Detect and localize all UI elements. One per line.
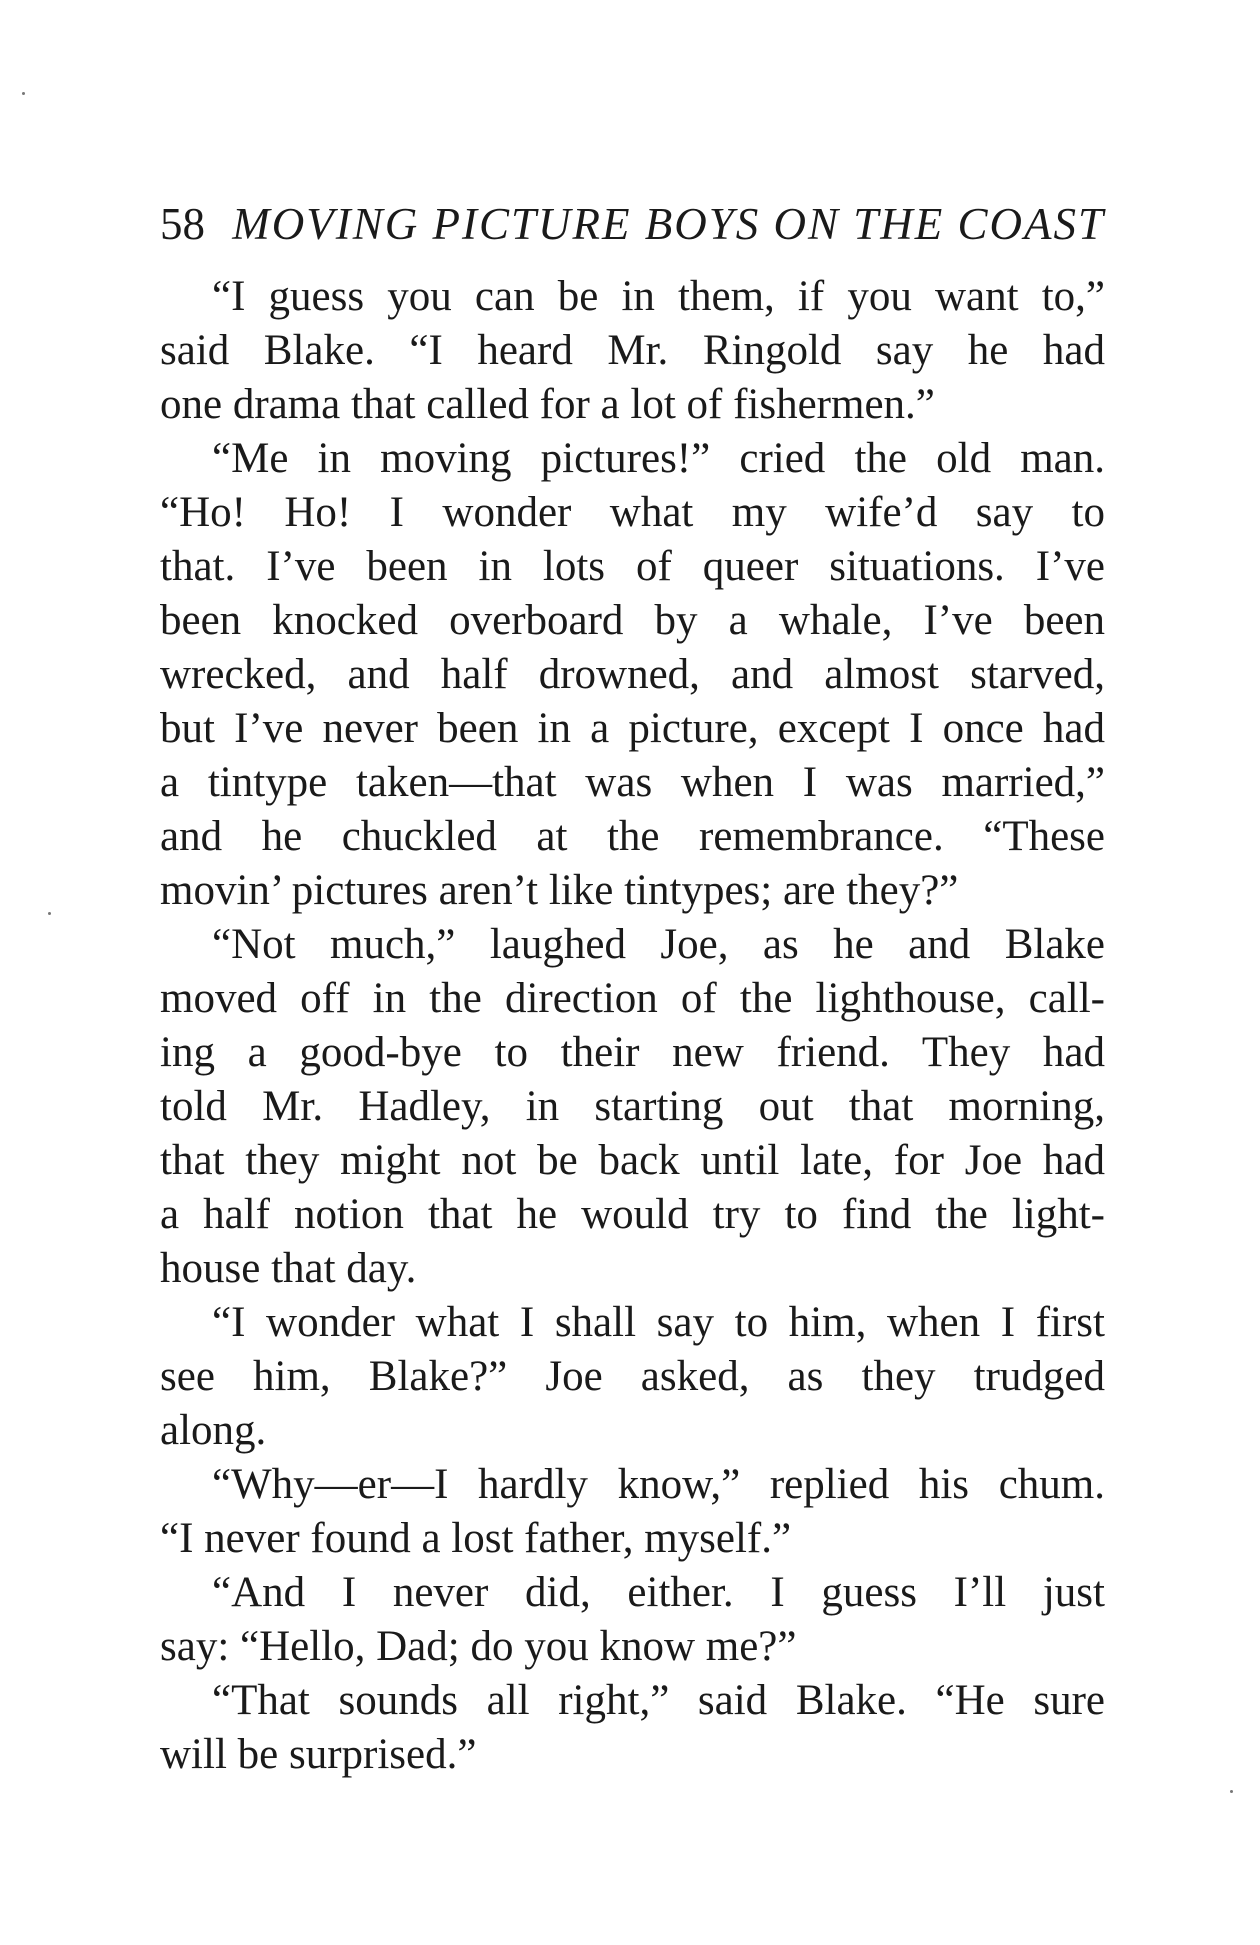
text-line: “And I never did, either. I guess I’ll just	[212, 1569, 1105, 1616]
text-line: a half notion that he would try to find the light-	[160, 1191, 1105, 1238]
text-line: one drama that called for a lot of fishermen.”	[160, 381, 935, 428]
paragraph-5	[160, 1458, 1105, 1566]
paragraph-4	[160, 1296, 1105, 1458]
text-line: “I never found a lost father, myself.”	[160, 1515, 792, 1562]
page-number: 58	[160, 199, 205, 249]
text-line: moved off in the direction of the lighthouse, call-	[160, 975, 1105, 1022]
text-line: “Why—er—I hardly know,” replied his chum.	[212, 1461, 1105, 1508]
text-line: see him, Blake?” Joe asked, as they trudged	[160, 1353, 1105, 1400]
paragraph-6	[160, 1566, 1105, 1674]
text-line: will be surprised.”	[160, 1731, 477, 1778]
text-line: “Not much,” laughed Joe, as he and Blake	[212, 921, 1105, 968]
text-line: that they might not be back until late, for Joe had	[160, 1137, 1105, 1184]
body-text	[160, 270, 1105, 1782]
paper-speck	[1230, 1790, 1233, 1793]
text-line: “That sounds all right,” said Blake. “He sure	[212, 1677, 1105, 1724]
text-line: that. I’ve been in lots of queer situations. I’ve	[160, 543, 1105, 590]
text-line: house that day.	[160, 1245, 417, 1292]
text-line: but I’ve never been in a picture, except I once had	[160, 705, 1105, 752]
paragraph-3	[160, 918, 1105, 1296]
text-line: and he chuckled at the remembrance. “These	[160, 813, 1105, 860]
text-line: “I guess you can be in them, if you want to,”	[212, 273, 1105, 320]
text-line: say: “Hello, Dad; do you know me?”	[160, 1623, 797, 1670]
paragraph-2	[160, 432, 1105, 918]
text-line: a tintype taken—that was when I was married,”	[160, 759, 1105, 806]
text-line: “I wonder what I shall say to him, when I first	[212, 1299, 1105, 1346]
paragraph-1	[160, 270, 1105, 432]
paragraph-7	[160, 1674, 1105, 1782]
running-title: MOVING PICTURE BOYS ON THE COAST	[232, 199, 1106, 249]
text-line: wrecked, and half drowned, and almost starved,	[160, 651, 1105, 698]
text-line: “Ho! Ho! I wonder what my wife’d say to	[160, 489, 1105, 536]
text-line: movin’ pictures aren’t like tintypes; are they?”	[160, 867, 959, 914]
running-header	[160, 194, 1106, 254]
text-line: told Mr. Hadley, in starting out that morning,	[160, 1083, 1105, 1130]
text-line: said Blake. “I heard Mr. Ringold say he had	[160, 327, 1105, 374]
text-line: ing a good-bye to their new friend. They had	[160, 1029, 1105, 1076]
text-line: been knocked overboard by a whale, I’ve been	[160, 597, 1105, 644]
text-line: “Me in moving pictures!” cried the old man.	[212, 435, 1105, 482]
text-line: along.	[160, 1407, 267, 1454]
paper-speck	[22, 92, 25, 95]
paper-speck	[48, 912, 51, 915]
